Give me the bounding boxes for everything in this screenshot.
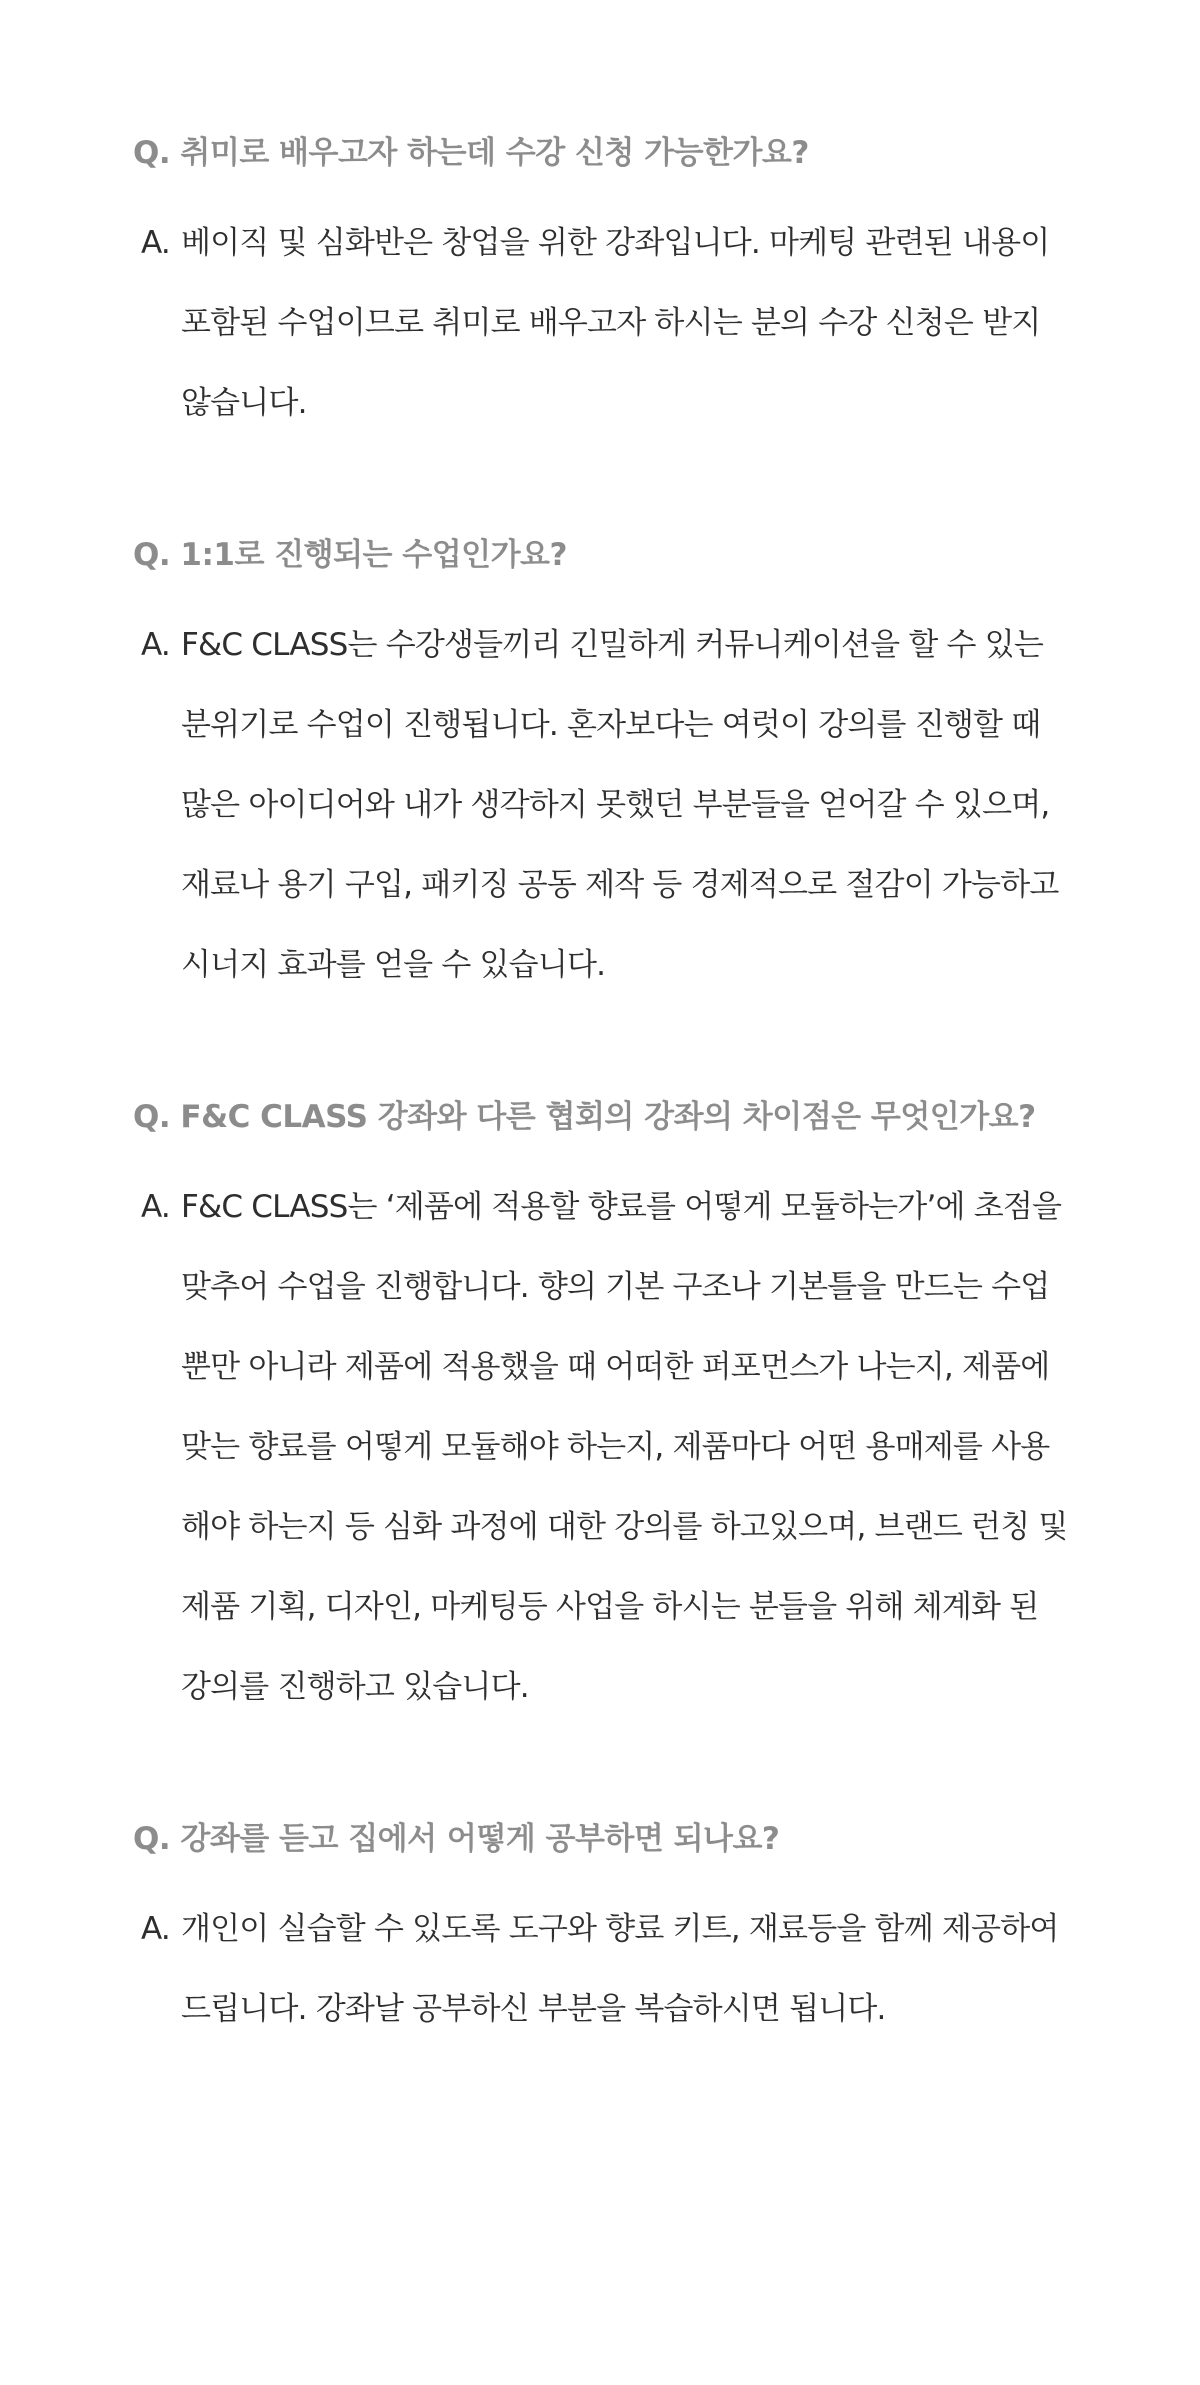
answer-line: 제품 기획, 디자인, 마케팅등 사업을 하시는 분들을 위해 체계화 된 (181, 1589, 1039, 1625)
answer-text (181, 203, 1073, 443)
answer-prefix: A. (141, 1911, 170, 1947)
answer-line: 재료나 용기 구입, 패키징 공동 제작 등 경제적으로 절감이 가능하고 (181, 867, 1059, 903)
answer-line: 드립니다. 강좌날 공부하신 부분을 복습하시면 됩니다. (181, 1991, 886, 2027)
answer-line: 않습니다. (181, 385, 307, 421)
answer-line: F&C CLASS는 수강생들끼리 긴밀하게 커뮤니케이션을 할 수 있는 (181, 627, 1044, 663)
answer-line: 많은 아이디어와 내가 생각하지 못했던 부분들을 얻어갈 수 있으며, (181, 787, 1050, 823)
answer-line: 해야 하는지 등 심화 과정에 대한 강의를 하고있으며, 브랜드 런칭 및 (181, 1509, 1068, 1545)
answer-prefix: A. (141, 225, 170, 261)
faq-answer (133, 1889, 1073, 2049)
answer-text (181, 605, 1073, 1005)
faq-question: Q. 취미로 배우고자 하는데 수강 신청 가능한가요? (133, 135, 809, 171)
answer-line: 맞는 향료를 어떻게 모듈해야 하는지, 제품마다 어떤 용매제를 사용 (181, 1429, 1050, 1465)
answer-line: 강의를 진행하고 있습니다. (181, 1669, 529, 1705)
answer-line: 분위기로 수업이 진행됩니다. 혼자보다는 여럿이 강의를 진행할 때 (181, 707, 1041, 743)
faq-answer (133, 1167, 1073, 1727)
faq-item (133, 123, 1073, 443)
faq-question: Q. 강좌를 듣고 집에서 어떻게 공부하면 되나요? (133, 1821, 780, 1857)
answer-line: 뿐만 아니라 제품에 적용했을 때 어떠한 퍼포먼스가 나는지, 제품에 (181, 1349, 1050, 1385)
faq-question: Q. F&C CLASS 강좌와 다른 협회의 강좌의 차이점은 무엇인가요? (133, 1099, 1036, 1135)
faq-list (133, 123, 1073, 2049)
answer-line: 베이직 및 심화반은 창업을 위한 강좌입니다. 마케팅 관련된 내용이 (181, 225, 1050, 261)
answer-line: F&C CLASS는 ‘제품에 적용할 향료를 어떻게 모듈하는가’에 초점을 (181, 1189, 1062, 1225)
answer-line: 개인이 실습할 수 있도록 도구와 향료 키트, 재료등을 함께 제공하여 (181, 1911, 1059, 1947)
answer-line: 맞추어 수업을 진행합니다. 향의 기본 구조나 기본틀을 만드는 수업 (181, 1269, 1050, 1305)
faq-item (133, 1809, 1073, 2049)
faq-answer (133, 203, 1073, 443)
answer-line: 포함된 수업이므로 취미로 배우고자 하시는 분의 수강 신청은 받지 (181, 305, 1041, 341)
faq-question: Q. 1:1로 진행되는 수업인가요? (133, 537, 567, 573)
answer-text (181, 1889, 1073, 2049)
answer-line: 시너지 효과를 얻을 수 있습니다. (181, 947, 606, 983)
faq-item (133, 1087, 1073, 1727)
answer-prefix: A. (141, 627, 170, 663)
answer-text (181, 1167, 1073, 1727)
answer-prefix: A. (141, 1189, 170, 1225)
faq-answer (133, 605, 1073, 1005)
faq-item (133, 525, 1073, 1005)
